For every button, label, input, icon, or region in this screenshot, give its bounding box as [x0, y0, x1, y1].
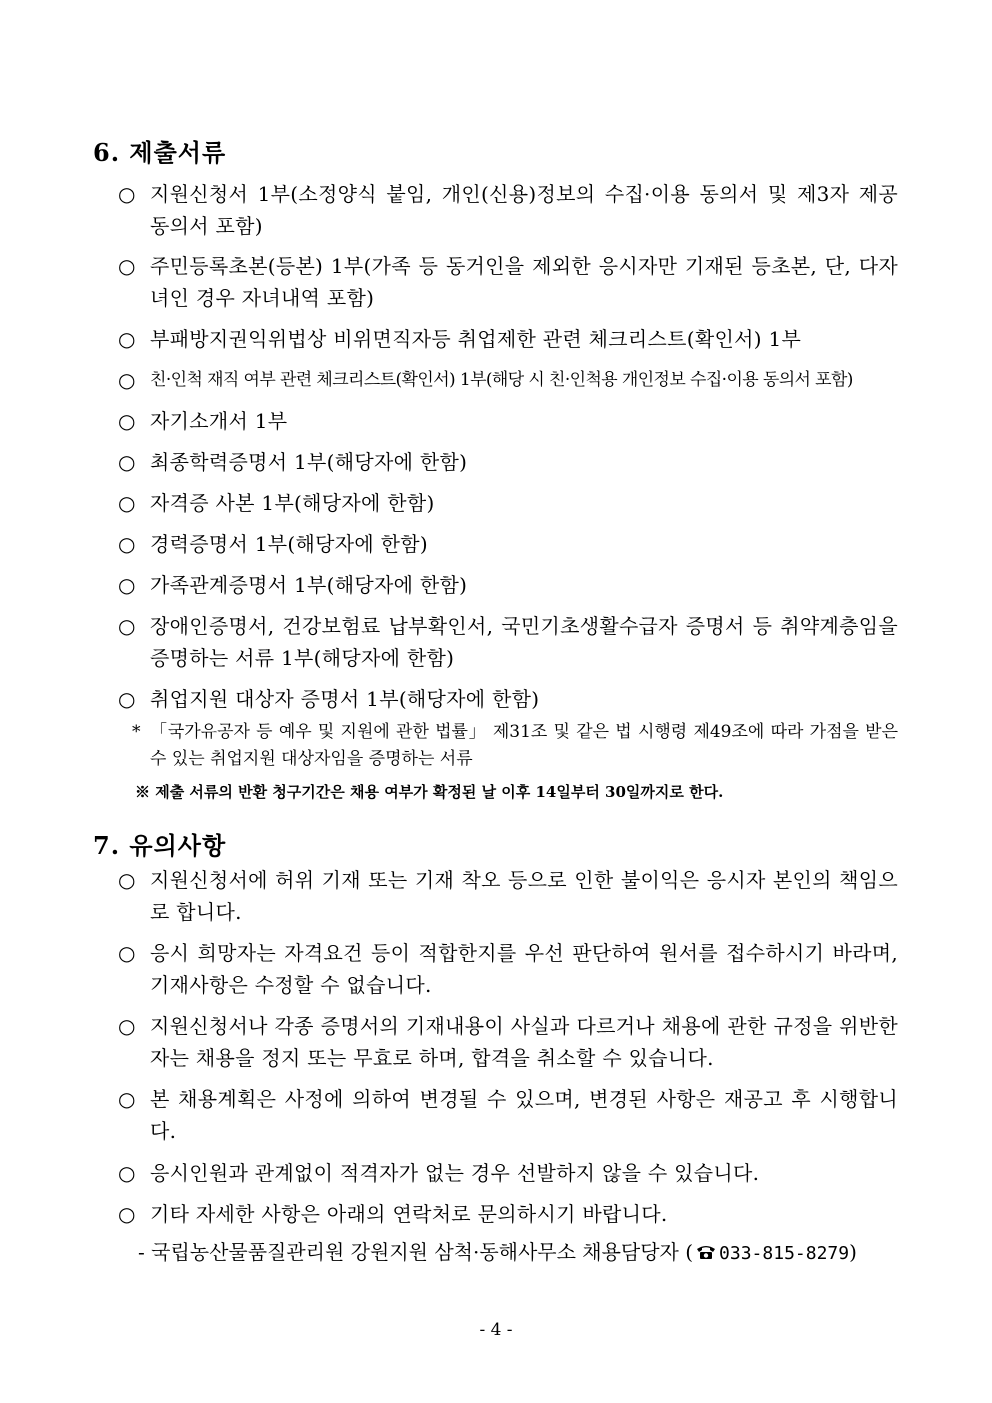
list-item-text: 응시 희망자는 자격요건 등이 적합한지를 우선 판단하여 원서를 접수하시기 바라며, 기재사항은 수정할 수 없습니다.	[150, 941, 898, 997]
footnote	[132, 719, 898, 773]
list-item	[118, 446, 898, 478]
list-item-text: 본 채용계획은 사정에 의하여 변경될 수 있으며, 변경된 사항은 재공고 후 시행합니다.	[150, 1087, 898, 1143]
telephone-icon	[695, 1244, 717, 1260]
circle-bullet-icon: ○	[118, 182, 136, 206]
list-item	[118, 364, 898, 396]
list-item	[118, 864, 898, 928]
list-item	[118, 610, 898, 674]
list-item	[118, 323, 898, 355]
circle-bullet-icon: ○	[118, 409, 136, 433]
circle-bullet-icon: ○	[118, 614, 136, 638]
list-item	[118, 937, 898, 1001]
section-6-title: 6. 제출서류	[93, 138, 227, 167]
list-item	[118, 1010, 898, 1074]
list-item-text: 지원신청서나 각종 증명서의 기재내용이 사실과 다르거나 채용에 관한 규정을 위반한 자는 채용을 정지 또는 무효로 하며, 합격을 취소할 수 있습니다.	[150, 1014, 898, 1070]
remark-note: ※ 제출 서류의 반환 청구기간은 채용 여부가 확정된 날 이후 14일부터 30일까지로 한다.	[135, 783, 724, 801]
circle-bullet-icon: ○	[118, 327, 136, 351]
list-item-text: 가족관계증명서 1부(해당자에 한함)	[150, 573, 468, 597]
contact-dash: -	[138, 1240, 145, 1264]
list-item-text: 친·인척 재직 여부 관련 체크리스트(확인서) 1부(해당 시 친·인척용 개인정보 수집·이용 동의서 포함)	[150, 370, 853, 390]
contact-phone: 033-815-8279	[719, 1243, 850, 1264]
list-item-text: 주민등록초본(등본) 1부(가족 등 동거인을 제외한 응시자만 기재된 등초본, 단, 다자녀인 경우 자녀내역 포함)	[150, 254, 898, 310]
circle-bullet-icon: ○	[118, 1087, 136, 1111]
list-item	[118, 569, 898, 601]
circle-bullet-icon: ○	[118, 450, 136, 474]
list-item-text: 지원신청서 1부(소정양식 붙임, 개인(신용)정보의 수집·이용 동의서 및 제3자 제공 동의서 포함)	[150, 182, 898, 238]
list-item-text: 자격증 사본 1부(해당자에 한함)	[150, 491, 435, 515]
circle-bullet-icon: ○	[118, 532, 136, 556]
contact-close-paren: )	[849, 1240, 857, 1264]
list-item-text: 취업지원 대상자 증명서 1부(해당자에 한함)	[150, 687, 540, 711]
circle-bullet-icon: ○	[118, 1161, 136, 1185]
circle-bullet-icon: ○	[118, 1202, 136, 1226]
contact-line	[138, 1237, 898, 1269]
list-item-text: 기타 자세한 사항은 아래의 연락처로 문의하시기 바랍니다.	[150, 1202, 668, 1226]
section-7-title: 7. 유의사항	[93, 831, 227, 860]
list-item-text: 지원신청서에 허위 기재 또는 기재 착오 등으로 인한 불이익은 응시자 본인의 책임으로 합니다.	[150, 868, 898, 924]
list-item-text: 응시인원과 관계없이 적격자가 없는 경우 선발하지 않을 수 있습니다.	[150, 1161, 760, 1185]
list-item	[118, 178, 898, 242]
list-item	[118, 487, 898, 519]
list-item-text: 자기소개서 1부	[150, 409, 288, 433]
list-item	[118, 250, 898, 314]
list-item-text: 최종학력증명서 1부(해당자에 한함)	[150, 450, 468, 474]
list-item	[118, 683, 898, 715]
list-item	[118, 1157, 898, 1189]
circle-bullet-icon: ○	[118, 573, 136, 597]
circle-bullet-icon: ○	[118, 941, 136, 965]
list-item	[118, 528, 898, 560]
list-item	[118, 1198, 898, 1230]
circle-bullet-icon: ○	[118, 491, 136, 515]
circle-bullet-icon: ○	[118, 254, 136, 278]
circle-bullet-icon: ○	[118, 368, 136, 392]
circle-bullet-icon: ○	[118, 687, 136, 711]
page-number: - 4 -	[479, 1320, 513, 1340]
list-item	[118, 1083, 898, 1147]
list-item-text: 부패방지권익위법상 비위면직자등 취업제한 관련 체크리스트(확인서) 1부	[150, 327, 802, 351]
list-item-text: 장애인증명서, 건강보험료 납부확인서, 국민기초생활수급자 증명서 등 취약계층임을 증명하는 서류 1부(해당자에 한함)	[150, 614, 898, 670]
footnote-text: 「국가유공자 등 예우 및 지원에 관한 법률」 제31조 및 같은 법 시행령 제49조에 따라 가점을 받은 수 있는 취업지원 대상자임을 증명하는 서류	[150, 722, 898, 769]
circle-bullet-icon: ○	[118, 1014, 136, 1038]
list-item	[118, 405, 898, 437]
contact-office: 국립농산물품질관리원 강원지원 삼척·동해사무소 채용담당자 (	[151, 1240, 694, 1264]
asterisk-icon: *	[132, 722, 141, 742]
circle-bullet-icon: ○	[118, 868, 136, 892]
list-item-text: 경력증명서 1부(해당자에 한함)	[150, 532, 428, 556]
